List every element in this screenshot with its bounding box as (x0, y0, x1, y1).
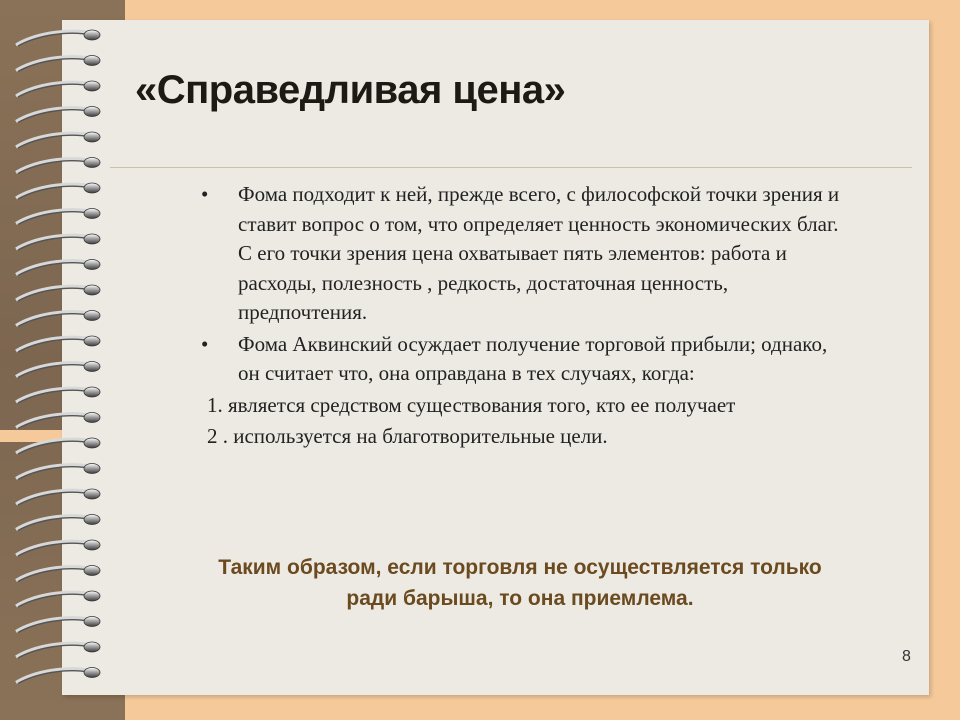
title-divider (110, 167, 912, 168)
slide-body (195, 180, 845, 452)
bullet-item (195, 330, 845, 389)
conclusion-text: Таким образом, если торговля не осуществляется только ради барыша, то она приемлема. (218, 556, 822, 610)
bullet-marker: • (201, 182, 209, 206)
spiral-ring (16, 158, 100, 174)
bullet-item (195, 180, 845, 328)
spiral-ring (16, 642, 100, 658)
spiral-ring (16, 617, 100, 633)
spiral-ring (16, 413, 100, 429)
spiral-ring (16, 438, 100, 454)
spiral-ring (16, 515, 100, 531)
spiral-ring (16, 464, 100, 480)
spiral-ring (16, 132, 100, 148)
spiral-ring (16, 260, 100, 276)
numbered-item: 2 . используется на благотворительные цели. (207, 424, 608, 448)
spiral-ring (16, 183, 100, 199)
spiral-ring (16, 311, 100, 327)
spiral-ring (16, 668, 100, 684)
bullet-marker: • (201, 331, 209, 356)
spiral-ring (16, 107, 100, 123)
spiral-ring (16, 209, 100, 225)
spiral-binding (0, 0, 120, 720)
spiral-ring (16, 489, 100, 505)
spiral-ring (16, 566, 100, 582)
numbered-item: 1. является средством существования того, кто ее получает (207, 392, 736, 417)
spiral-ring (16, 56, 100, 72)
spiral-ring (16, 591, 100, 607)
slide-title: «Справедливая цена» (135, 68, 566, 112)
page-number: 8 (902, 648, 911, 665)
spiral-ring (16, 540, 100, 556)
spiral-ring (16, 234, 100, 250)
spiral-ring (16, 362, 100, 378)
spiral-ring (16, 336, 100, 352)
spiral-ring (16, 285, 100, 301)
bullet-text: Фома подходит к ней, прежде всего, с философской точки зрения и ставит вопрос о том, что определяет ценность экономических благ. С его точки зрения цена охватывает пять элементов: работа и расходы, полезность , редкость, достаточная ценность, предпочтения. (238, 182, 840, 324)
spiral-ring (16, 30, 100, 46)
spiral-ring (16, 81, 100, 97)
bullet-text: Фома Аквинский осуждает получение торговой прибыли; однако, он считает что, она оправдана в тех случаях, когда: (238, 331, 828, 385)
spiral-ring (16, 387, 100, 403)
